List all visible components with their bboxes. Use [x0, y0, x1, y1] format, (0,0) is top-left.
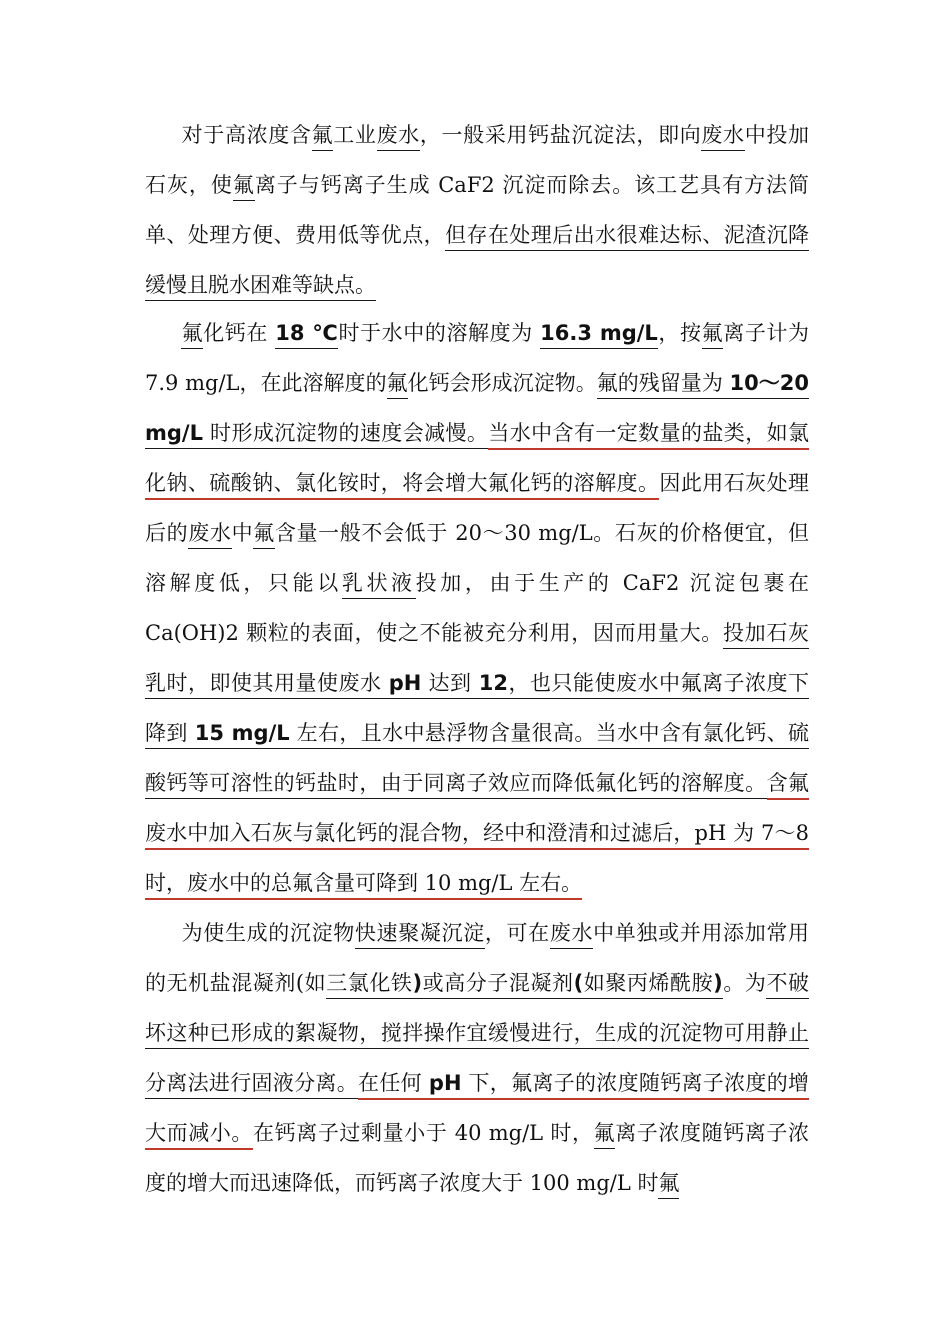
text-run: )	[713, 971, 723, 999]
text-run: 废水	[377, 123, 420, 151]
text-run: 时形成沉淀物的速度会减慢。	[203, 421, 488, 449]
text-run: 快速聚凝沉淀	[355, 921, 485, 949]
text-run: 当水中含有一定数量的盐类，如氯化钠、硫酸钠、氯化铵时，将会增大氟化钙的溶解度。	[145, 421, 809, 500]
text-run: 在钙离子过剩量小于 40 mg/L 时，	[253, 1121, 594, 1145]
text-run: 中	[231, 521, 254, 545]
text-run: 氟	[658, 1171, 679, 1199]
text-run: ，可在	[484, 921, 550, 945]
text-run: 化钙在	[203, 321, 276, 345]
text-run: 氟的残留量为	[597, 371, 730, 399]
text-run: 氟	[702, 321, 724, 349]
text-run: pH	[389, 671, 422, 699]
text-run: 含氟废水中加入石灰与氯化钙的混合物，经中和澄清和过滤后，pH 为 7～8 时，废水中的总氟含量可降到 10 mg/L 左右。	[145, 771, 809, 900]
text-run: 离子计为 7.9 mg/L，在此溶解度的	[145, 321, 810, 395]
text-run: 离子与钙离子生成 CaF2 沉淀而除去。该工艺具有方法简单、处理方便、费用低等优点，	[145, 173, 809, 247]
text-run: 因此用石灰处理后的	[145, 471, 810, 545]
text-run: 时于水中的溶解度为	[338, 321, 541, 345]
text-run: 中单独或并用添加常用的无机盐混凝剂(如	[145, 921, 810, 995]
text-run: ，也只能使废水中氟离子浓度下降到	[145, 671, 809, 749]
text-run: 但存在处理后出水很难达标、泥渣沉降缓慢且脱水困难等缺点。	[145, 223, 809, 301]
text-run: 氟	[181, 321, 203, 349]
text-run: 下，氟离子的浓度随钙离子浓度的增大而减小。	[145, 1071, 809, 1150]
text-run: 乳状液	[342, 571, 416, 599]
paragraph-1	[145, 110, 809, 310]
paragraph-2	[145, 308, 809, 908]
text-run: 左右，且水中悬浮物含量很高。当水中含有氯化钙、硫酸钙等可溶性的钙盐时，由于同离子效应而降低氟化钙的溶解度。	[145, 721, 809, 799]
text-run: ，按	[657, 321, 702, 345]
text-run: 不破坏这种已形成的絮凝物，搅拌操作宜缓慢进行，生成的沉淀物可用静止分离法进行固液分离。	[145, 971, 809, 1099]
text-run: 含量一般不会低于 20～30 mg/L。石灰的价格便宜，但溶解度低，只能以	[145, 521, 810, 595]
text-run: 氟	[233, 173, 255, 201]
text-run: 氟	[312, 123, 334, 151]
paragraph-3	[145, 908, 809, 1208]
text-run: 废水	[550, 921, 593, 949]
text-run: )	[413, 971, 423, 999]
text-run: 废水	[188, 521, 231, 549]
text-run: 15 mg/L	[195, 721, 290, 749]
text-run: 三氯化铁	[326, 971, 412, 999]
text-run: 氟	[594, 1121, 616, 1149]
text-run: pH	[429, 1071, 462, 1100]
text-run: 达到	[421, 671, 478, 699]
text-run: 投加石灰乳时，即使其用量使废水	[145, 621, 809, 699]
text-run: 对于高浓度含	[181, 123, 312, 147]
text-run: 废水	[701, 123, 744, 151]
text-run: 10～20 mg/L	[145, 371, 809, 449]
text-run: 在任何	[358, 1071, 429, 1100]
text-run: 或高分子混凝剂	[422, 971, 574, 999]
text-run: 12	[479, 671, 508, 699]
text-run: 氟	[253, 521, 275, 549]
text-run: 为使生成的沉淀物	[181, 921, 355, 945]
text-run: 离子浓度随钙离子浓度的增大而迅速降低，而钙离子浓度大于 100 mg/L 时	[145, 1121, 810, 1195]
text-run: 投加，由于生产的 CaF2 沉淀包裹在 Ca(OH)2 颗粒的表面，使之不能被充分利用，因而用量大。	[145, 571, 810, 645]
text-run: 化钙会形成沉淀物。	[407, 371, 597, 395]
text-run: 。为	[722, 971, 767, 995]
text-run: (	[574, 971, 584, 999]
text-run: 中投加石灰，使	[145, 123, 810, 197]
text-run: 16.3 mg/L	[540, 321, 658, 349]
text-run: 18 ℃	[275, 321, 338, 349]
text-run: 如聚丙烯酰胺	[583, 971, 713, 999]
text-run: 氟	[387, 371, 408, 399]
text-run: 工业	[333, 123, 377, 147]
text-run: ，一般采用钙盐沉淀法，即向	[419, 123, 702, 147]
